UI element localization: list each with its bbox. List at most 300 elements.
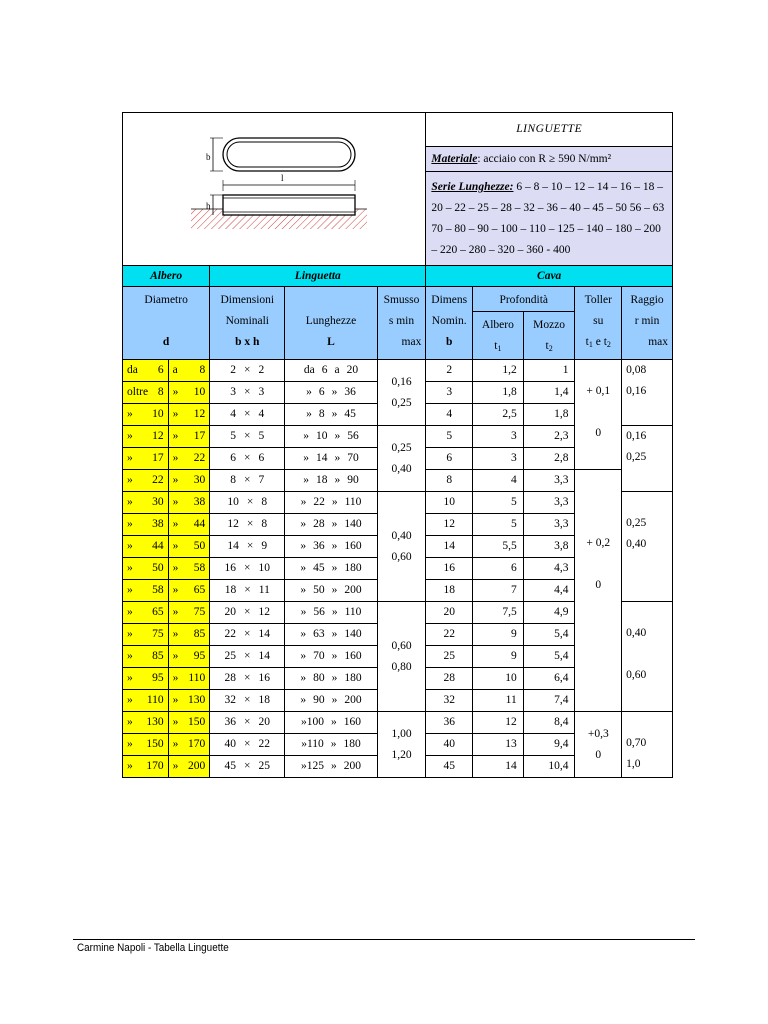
cava-b-value: 16: [443, 562, 455, 574]
diametro-from-value: 17: [152, 452, 164, 464]
dim-times: ×: [244, 452, 251, 464]
cava-b-value: 22: [443, 628, 455, 640]
linguette-table: [122, 112, 673, 778]
lunghezza-part: 180: [344, 672, 362, 684]
cava-t2: [523, 426, 575, 448]
cava-t2: [523, 470, 575, 492]
smusso-min: 0,16: [391, 375, 412, 388]
t1-value: 7,5: [502, 606, 517, 618]
cava-t2: [523, 624, 575, 646]
cava-b: [426, 404, 473, 426]
diametro-from: [123, 558, 169, 580]
diametro-to-prefix: »: [172, 738, 179, 750]
diametro-prefix: »: [127, 452, 133, 464]
diametro-to-value: 130: [188, 694, 206, 706]
smusso-min: 0,25: [391, 441, 412, 454]
t2-value: 6,4: [554, 672, 569, 684]
diametro-from-value: 75: [152, 628, 164, 640]
diametro-to: [168, 646, 210, 668]
diametro-from: [123, 624, 169, 646]
dim-times: ×: [244, 694, 251, 706]
diametro-to-value: 8: [199, 364, 206, 376]
lunghezza-part: »: [331, 628, 338, 640]
cava-b: [426, 492, 473, 514]
cava-t1: [473, 712, 524, 734]
lunghezza-part: a: [334, 364, 340, 376]
smusso-values: [377, 360, 426, 426]
diametro-prefix: »: [127, 408, 133, 420]
cava-t1: [473, 382, 524, 404]
diametro-to-prefix: »: [172, 716, 179, 728]
dim-h: 8: [261, 496, 268, 508]
header-mozzo-t2: Mozzo $t_2$: [523, 312, 575, 360]
diametro-to-value: 58: [193, 562, 206, 574]
lunghezza-part: »: [306, 408, 312, 420]
diametro-from-value: 110: [146, 694, 164, 706]
dim-h: 8: [261, 518, 268, 530]
lunghezza-part: 200: [343, 760, 361, 772]
lunghezza-part: 18: [315, 474, 328, 486]
lunghezza-part: »: [331, 584, 338, 596]
diametro-from-value: 65: [152, 606, 164, 618]
table-row: [123, 712, 673, 734]
diametro-to-prefix: »: [172, 452, 179, 464]
lunghezza-part: »: [330, 760, 337, 772]
cava-t2: [523, 690, 575, 712]
lunghezza-part: »: [303, 452, 309, 464]
diametro-prefix: »: [127, 474, 133, 486]
serie-text: 6 – 8 – 10 – 12 – 14 – 16 – 18 – 20 – 22 – 25 – 28 – 32 – 36 – 40 – 45 – 50 56 – 63 70 – 80 – 90 – 100 – 110 – 125 – 140 – 180 – 200 – 220 – 280 – 320 – 360 - 400: [431, 181, 665, 256]
cava-b: [426, 624, 473, 646]
cava-b-value: 5: [446, 430, 453, 442]
smusso-values: [377, 602, 426, 712]
diametro-to: [168, 558, 210, 580]
diametro-to-value: 200: [188, 760, 206, 772]
dim-b: 6: [230, 452, 237, 464]
diametro-to: [168, 382, 210, 404]
t1-value: 10: [505, 672, 517, 684]
diametro-prefix: »: [127, 650, 133, 662]
dimensioni-bxh: [210, 448, 285, 470]
diametro-from: [123, 470, 169, 492]
lunghezza-part: »: [331, 562, 338, 574]
raggio-value: 0,70: [626, 737, 647, 749]
lunghezza-part: 90: [347, 474, 359, 486]
lunghezza-part: 200: [344, 694, 362, 706]
diametro-to: [168, 426, 210, 448]
cava-t2: [523, 492, 575, 514]
lunghezze-range: [285, 360, 377, 382]
dim-b: 45: [224, 760, 237, 772]
diametro-to: [168, 624, 210, 646]
cava-b: [426, 690, 473, 712]
cava-b-value: 4: [446, 408, 453, 420]
lunghezze-range: [285, 712, 377, 734]
diametro-from-value: 10: [152, 408, 164, 420]
diametro-prefix: »: [127, 716, 133, 728]
diametro-prefix: »: [127, 430, 133, 442]
cava-t1: [473, 580, 524, 602]
lunghezza-part: »110: [301, 738, 324, 750]
diametro-from: [123, 536, 169, 558]
cava-t1: [473, 492, 524, 514]
diametro-to-value: 10: [193, 386, 206, 398]
diametro-prefix: »: [127, 672, 133, 684]
lunghezza-part: »: [331, 408, 338, 420]
diametro-from-value: 130: [146, 716, 164, 728]
dim-h: 22: [258, 738, 271, 750]
lunghezza-part: 56: [347, 430, 359, 442]
raggio-values: [622, 492, 673, 602]
dim-h: 12: [258, 606, 271, 618]
toller-b: [575, 470, 622, 712]
lunghezza-part: 160: [344, 650, 362, 662]
materiale-label: Materiale: [431, 152, 478, 165]
diametro-to-prefix: »: [172, 628, 179, 640]
lunghezza-part: 56: [313, 606, 325, 618]
diametro-to-prefix: »: [172, 474, 179, 486]
diametro-to: [168, 602, 210, 624]
cava-b: [426, 602, 473, 624]
raggio-value: 0,08: [626, 364, 647, 376]
dim-times: ×: [244, 430, 251, 442]
dim-times: ×: [246, 540, 254, 552]
lunghezza-part: 50: [313, 584, 325, 596]
cava-b: [426, 360, 473, 382]
data-body: [123, 360, 673, 778]
dim-times: ×: [244, 716, 251, 728]
t1-value: 2,5: [502, 408, 517, 420]
dim-times: ×: [244, 386, 251, 398]
lunghezze-range: [285, 382, 377, 404]
cava-b-value: 36: [443, 716, 455, 728]
diametro-to: [168, 470, 210, 492]
raggio-value: 0,60: [626, 669, 647, 681]
t2-value: 4,9: [554, 606, 569, 618]
diametro-from-value: 8: [157, 386, 164, 398]
dim-b: 14: [227, 540, 239, 552]
diametro-to-prefix: »: [172, 606, 179, 618]
dimensioni-bxh: [210, 646, 285, 668]
diametro-to-value: 110: [188, 672, 206, 684]
dim-b-label: b: [206, 152, 211, 162]
raggio-value: 0,25: [626, 451, 647, 463]
smusso-values: [377, 712, 426, 778]
diametro-to-prefix: »: [172, 496, 179, 508]
diametro-to-prefix: »: [172, 408, 179, 420]
dim-b: 4: [230, 408, 237, 420]
diametro-to: [168, 448, 210, 470]
lunghezza-part: 110: [344, 496, 362, 508]
key-drawing-svg: [123, 119, 420, 251]
t2-value: 5,4: [554, 650, 569, 662]
dim-b: 22: [224, 628, 237, 640]
diametro-from: [123, 382, 169, 404]
lunghezza-part: »: [331, 540, 338, 552]
cava-b-value: 32: [443, 694, 455, 706]
diametro-to: [168, 404, 210, 426]
dim-b: 18: [224, 584, 237, 596]
diametro-from: [123, 492, 169, 514]
lunghezza-part: 70: [313, 650, 325, 662]
smusso-max: 0,40: [391, 462, 412, 475]
diametro-prefix: oltre: [127, 386, 149, 398]
cava-b: [426, 756, 473, 778]
raggio-value: 0,16: [626, 385, 647, 397]
t2-value: 4,3: [554, 562, 569, 574]
smusso-max: 0,60: [391, 550, 412, 563]
lunghezza-part: »: [331, 518, 338, 530]
cava-b: [426, 514, 473, 536]
toller-a: [575, 360, 622, 470]
raggio-values: [622, 712, 673, 778]
dimensioni-bxh: [210, 492, 285, 514]
diametro-to-value: 12: [193, 408, 206, 420]
lunghezze-range: [285, 404, 377, 426]
lunghezze-range: [285, 690, 377, 712]
diametro-prefix: da: [127, 364, 138, 376]
smusso-min: 0,40: [391, 529, 412, 542]
t1-value: 13: [505, 738, 517, 750]
smusso-max: 0,25: [391, 396, 412, 409]
t1-value: 14: [505, 760, 517, 772]
lunghezze-range: [285, 756, 377, 778]
cava-t2: [523, 646, 575, 668]
dim-b: 12: [227, 518, 239, 530]
lunghezza-part: 8: [318, 408, 325, 420]
diametro-to-prefix: »: [172, 562, 179, 574]
raggio-value: 0,16: [626, 430, 647, 442]
cava-t1: [473, 734, 524, 756]
diametro-prefix: »: [127, 628, 133, 640]
diametro-prefix: »: [127, 760, 133, 772]
diametro-to-prefix: a: [172, 364, 178, 376]
raggio-value: 0,40: [626, 538, 647, 550]
lunghezza-part: »: [334, 452, 341, 464]
diametro-to-value: 95: [193, 650, 206, 662]
cava-t1: [473, 558, 524, 580]
lunghezza-part: »: [331, 606, 338, 618]
toller-plus-01: + 0,1: [586, 385, 611, 397]
cava-t2: [523, 382, 575, 404]
diametro-prefix: »: [127, 738, 133, 750]
lunghezza-part: 63: [313, 628, 325, 640]
cava-b-value: 6: [446, 452, 453, 464]
lunghezza-part: 6: [321, 364, 328, 376]
dim-times: ×: [246, 518, 254, 530]
dim-times: ×: [244, 584, 251, 596]
dimensioni-bxh: [210, 580, 285, 602]
diametro-to-prefix: »: [172, 672, 179, 684]
cava-b: [426, 668, 473, 690]
lunghezza-part: 70: [347, 452, 359, 464]
diametro-from: [123, 448, 169, 470]
cava-b-value: 25: [443, 650, 455, 662]
lunghezza-part: 110: [344, 606, 362, 618]
group-linguetta: Linguetta: [210, 266, 426, 287]
cava-t2: [523, 712, 575, 734]
dim-h: 14: [258, 628, 271, 640]
diametro-to-value: 44: [193, 518, 206, 530]
lunghezza-part: 90: [313, 694, 325, 706]
lunghezze-range: [285, 448, 377, 470]
diametro-to: [168, 536, 210, 558]
dimensioni-bxh: [210, 756, 285, 778]
t1-value: 3: [510, 430, 517, 442]
diametro-to: [168, 690, 210, 712]
cava-t2: [523, 756, 575, 778]
cava-t2: [523, 668, 575, 690]
t1-value: 11: [505, 694, 517, 706]
cava-t1: [473, 514, 524, 536]
lunghezza-part: »: [300, 628, 307, 640]
dim-h: 4: [258, 408, 265, 420]
diametro-to-value: 65: [193, 584, 206, 596]
lunghezze-range: [285, 580, 377, 602]
t1-value: 5: [510, 518, 517, 530]
lunghezza-part: »: [331, 672, 338, 684]
cava-b-value: 2: [446, 364, 453, 376]
t1-value: 9: [510, 628, 517, 640]
diametro-from: [123, 602, 169, 624]
diametro-to-prefix: »: [172, 430, 179, 442]
diametro-to-prefix: »: [172, 518, 179, 530]
t2-value: 9,4: [554, 738, 569, 750]
t1-value: 5: [510, 496, 517, 508]
cava-t2: [523, 514, 575, 536]
diametro-to-value: 50: [193, 540, 206, 552]
lunghezza-part: 160: [344, 540, 362, 552]
diametro-from-value: 38: [152, 518, 164, 530]
t2-value: 3,3: [554, 474, 569, 486]
dim-h: 7: [258, 474, 265, 486]
diametro-to-value: 38: [193, 496, 206, 508]
diametro-from-value: 12: [152, 430, 164, 442]
table-row: [123, 360, 673, 382]
cava-b-value: 40: [443, 738, 455, 750]
t2-value: 1,8: [554, 408, 569, 420]
cava-t1: [473, 360, 524, 382]
cava-b: [426, 470, 473, 492]
diametro-to: [168, 492, 210, 514]
cava-b-value: 14: [443, 540, 455, 552]
dim-b: 16: [224, 562, 237, 574]
lunghezze-range: [285, 558, 377, 580]
diametro-to: [168, 712, 210, 734]
t1-value: 4: [510, 474, 517, 486]
t2-value: 5,4: [554, 628, 569, 640]
diametro-from-value: 6: [157, 364, 164, 376]
t1-value: 6: [510, 562, 517, 574]
diametro-to: [168, 668, 210, 690]
diametro-from-value: 44: [152, 540, 164, 552]
diametro-from: [123, 646, 169, 668]
dim-l-label: l: [281, 173, 284, 183]
header-profondita: Profondità: [473, 287, 575, 312]
dim-h: 14: [258, 650, 271, 662]
diametro-from-value: 50: [152, 562, 164, 574]
toller-zero-1: 0: [595, 427, 602, 439]
header-lunghezze: Lunghezze L: [285, 287, 377, 360]
dim-b: 40: [224, 738, 237, 750]
diametro-to-prefix: »: [172, 650, 179, 662]
cava-b: [426, 734, 473, 756]
diametro-from: [123, 756, 169, 778]
dimensioni-bxh: [210, 514, 285, 536]
t1-value: 1,8: [502, 386, 517, 398]
diametro-to-prefix: »: [172, 540, 179, 552]
dim-times: ×: [244, 738, 251, 750]
footer-rule: [73, 939, 695, 940]
dim-b: 2: [230, 364, 237, 376]
cava-t2: [523, 580, 575, 602]
lunghezza-part: 45: [344, 408, 356, 420]
t2-value: 1: [562, 364, 569, 376]
lunghezza-part: 80: [313, 672, 325, 684]
diametro-from: [123, 360, 169, 382]
diametro-from-value: 95: [152, 672, 164, 684]
diametro-to-value: 30: [193, 474, 206, 486]
key-drawing: [123, 113, 426, 266]
dim-b: 10: [227, 496, 239, 508]
t2-value: 8,4: [554, 716, 569, 728]
dimensioni-bxh: [210, 734, 285, 756]
diametro-from: [123, 734, 169, 756]
raggio-values: [622, 360, 673, 426]
lunghezza-part: »: [331, 694, 338, 706]
lunghezza-part: da: [303, 364, 315, 376]
diametro-from: [123, 514, 169, 536]
t2-value: 4,4: [554, 584, 569, 596]
lunghezze-range: [285, 668, 377, 690]
lunghezza-part: »: [331, 386, 338, 398]
lunghezze-range: [285, 602, 377, 624]
t2-value: 2,3: [554, 430, 569, 442]
cava-t2: [523, 558, 575, 580]
lunghezza-part: »: [300, 540, 307, 552]
cava-t1: [473, 448, 524, 470]
diametro-from-value: 58: [152, 584, 164, 596]
diametro-to-prefix: »: [172, 584, 179, 596]
lunghezza-part: 140: [344, 518, 362, 530]
cava-b: [426, 448, 473, 470]
raggio-values: [622, 602, 673, 712]
lunghezza-part: »125: [300, 760, 324, 772]
cava-b-value: 10: [443, 496, 455, 508]
cava-b: [426, 712, 473, 734]
lunghezza-part: 200: [344, 584, 362, 596]
dim-h: 5: [258, 430, 265, 442]
diametro-from: [123, 404, 169, 426]
t1-value: 12: [505, 716, 517, 728]
toller-plus-03: +0,3: [587, 727, 609, 740]
key-top-view: [223, 138, 355, 171]
cava-t1: [473, 470, 524, 492]
key-top-inner: [227, 142, 351, 167]
lunghezza-part: 20: [346, 364, 359, 376]
toller-plus-02: + 0,2: [586, 537, 611, 549]
dim-h: 2: [258, 364, 265, 376]
lunghezza-part: »: [300, 496, 307, 508]
lunghezza-part: »100: [300, 716, 324, 728]
dim-h: 18: [258, 694, 271, 706]
dim-h: 11: [258, 584, 270, 596]
dim-b: 32: [224, 694, 237, 706]
diametro-from: [123, 712, 169, 734]
diametro-to-value: 85: [193, 628, 206, 640]
t2-value: 10,4: [548, 760, 569, 772]
lunghezze-range: [285, 492, 377, 514]
